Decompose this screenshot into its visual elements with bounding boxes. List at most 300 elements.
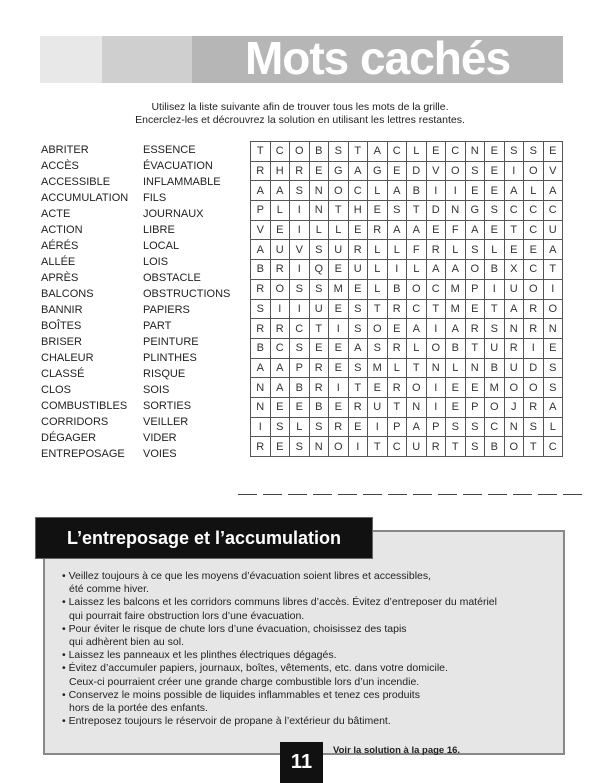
grid-cell: L — [270, 201, 290, 221]
grid-cell: U — [504, 358, 524, 378]
grid-cell: E — [270, 397, 290, 417]
grid-cell: C — [543, 437, 563, 457]
grid-cell: E — [543, 142, 563, 162]
word-list-item: CLASSÉ — [41, 368, 85, 380]
solution-blank — [513, 488, 532, 495]
grid-cell: T — [446, 437, 466, 457]
grid-row — [251, 260, 563, 280]
grid-cell: O — [270, 279, 290, 299]
grid-cell: H — [348, 201, 368, 221]
grid-cell: P — [251, 201, 271, 221]
instructions-line: Encerclez-les et décrouvrez la solution en utilisant les lettres restantes. — [135, 114, 465, 126]
grid-row — [251, 319, 563, 339]
page-title: Mots cachés — [244, 32, 511, 84]
grid-cell: I — [270, 299, 290, 319]
grid-cell: N — [504, 319, 524, 339]
word-list-item: LOIS — [143, 256, 169, 268]
grid-cell: L — [407, 338, 427, 358]
grid-cell: C — [387, 142, 407, 162]
grid-cell: S — [251, 299, 271, 319]
grid-cell: L — [290, 417, 310, 437]
grid-cell: L — [368, 260, 388, 280]
grid-cell: L — [446, 240, 466, 260]
word-list-item: PART — [143, 320, 172, 332]
grid-cell: N — [543, 319, 563, 339]
grid-cell: O — [329, 181, 349, 201]
grid-cell: A — [387, 181, 407, 201]
grid-cell: E — [368, 201, 388, 221]
grid-cell: S — [485, 201, 505, 221]
grid-cell: P — [465, 397, 485, 417]
grid-cell: B — [446, 338, 466, 358]
grid-cell: R — [329, 417, 349, 437]
solution-blank — [313, 488, 332, 495]
grid-cell: R — [465, 319, 485, 339]
grid-cell: E — [504, 240, 524, 260]
grid-cell: B — [407, 181, 427, 201]
grid-cell: O — [426, 338, 446, 358]
grid-cell: N — [251, 397, 271, 417]
grid-cell: S — [485, 319, 505, 339]
grid-cell: N — [446, 201, 466, 221]
grid-cell: A — [348, 161, 368, 181]
grid-cell: I — [426, 181, 446, 201]
grid-cell: C — [524, 220, 544, 240]
grid-row — [251, 279, 563, 299]
bullet-line: qui pourrait faire obstruction lors d’une évacuation. — [69, 609, 305, 622]
grid-cell: C — [270, 142, 290, 162]
grid-cell: E — [485, 220, 505, 240]
word-list-item: OBSTRUCTIONS — [143, 288, 231, 300]
bullet-line: hors de la portée des enfants. — [69, 702, 208, 715]
grid-cell: S — [465, 417, 485, 437]
solution-blank — [338, 488, 357, 495]
grid-cell: A — [270, 378, 290, 398]
grid-cell: T — [407, 358, 427, 378]
grid-cell: C — [524, 260, 544, 280]
solution-blank — [563, 488, 582, 495]
grid-cell: E — [426, 220, 446, 240]
grid-cell: L — [368, 240, 388, 260]
grid-row — [251, 299, 563, 319]
grid-cell: N — [504, 417, 524, 437]
grid-cell: A — [270, 181, 290, 201]
bullet-item — [62, 689, 552, 715]
solution-blank — [438, 488, 457, 495]
grid-cell: V — [290, 240, 310, 260]
word-list-item: ÉVACUATION — [143, 160, 213, 172]
grid-cell: I — [504, 161, 524, 181]
bullet-line: • Veillez toujours à ce que les moyens d’évacuation soient libres et accessibles, — [62, 570, 432, 582]
grid-cell: I — [290, 299, 310, 319]
word-list-item: BANNIR — [41, 304, 83, 316]
bullet-item — [62, 596, 552, 622]
grid-cell: R — [348, 397, 368, 417]
word-list-item: VEILLER — [143, 416, 189, 428]
grid-cell: L — [485, 240, 505, 260]
word-list-item: VIDER — [143, 432, 177, 444]
grid-cell: N — [309, 201, 329, 221]
grid-cell: R — [309, 378, 329, 398]
grid-cell: S — [348, 299, 368, 319]
grid-cell: O — [524, 378, 544, 398]
grid-cell: D — [524, 358, 544, 378]
grid-cell: R — [348, 240, 368, 260]
grid-cell: E — [290, 397, 310, 417]
grid-cell: M — [329, 279, 349, 299]
grid-cell: G — [329, 161, 349, 181]
bullet-line: été comme hiver. — [69, 583, 149, 596]
bullet-item — [62, 623, 552, 649]
grid-cell: E — [329, 338, 349, 358]
bullet-line: • Évitez d’accumuler papiers, journaux, boîtes, vêtements, etc. dans votre domicile. — [62, 662, 448, 675]
grid-cell: T — [485, 299, 505, 319]
header-band-light — [40, 36, 102, 83]
grid-cell: M — [446, 279, 466, 299]
grid-cell: L — [309, 220, 329, 240]
grid-cell: L — [329, 220, 349, 240]
grid-cell: I — [368, 417, 388, 437]
grid-cell: S — [465, 437, 485, 457]
grid-cell: L — [524, 181, 544, 201]
word-list-item: BOÎTES — [41, 320, 82, 332]
grid-cell: B — [485, 437, 505, 457]
grid-cell: E — [465, 299, 485, 319]
grid-cell: E — [270, 437, 290, 457]
word-list-item: DÉGAGER — [41, 432, 97, 444]
grid-cell: S — [309, 279, 329, 299]
grid-cell: E — [329, 358, 349, 378]
info-box-title: L’entreposage et l’accumulation — [35, 517, 373, 559]
word-list-item: ACCÈS — [41, 160, 79, 172]
grid-cell: C — [407, 299, 427, 319]
grid-cell: I — [290, 260, 310, 280]
instructions-line: Utilisez la liste suivante afin de trouver tous les mots de la grille. — [151, 101, 449, 113]
bullet-line: • Conservez le moins possible de liquides inflammables et tenez ces produits — [62, 688, 420, 701]
solution-blank — [363, 488, 382, 495]
header-band-mid — [102, 36, 192, 83]
grid-cell: S — [329, 142, 349, 162]
word-list-item: ACCESSIBLE — [41, 176, 111, 188]
grid-cell: O — [543, 299, 563, 319]
grid-cell: S — [270, 417, 290, 437]
grid-cell: B — [309, 397, 329, 417]
grid-cell: R — [387, 378, 407, 398]
grid-cell: J — [504, 397, 524, 417]
grid-cell: L — [407, 260, 427, 280]
bullet-line: • Laissez les balcons et les corridors communs libres d’accès. Évitez d’entreposer du matériel — [62, 596, 497, 609]
grid-cell: S — [348, 319, 368, 339]
grid-row — [251, 220, 563, 240]
grid-cell: L — [368, 279, 388, 299]
grid-cell: U — [368, 397, 388, 417]
grid-cell: S — [465, 161, 485, 181]
word-list-item: BRISER — [41, 336, 82, 348]
word-list-column-2 — [143, 142, 230, 462]
grid-cell: O — [329, 437, 349, 457]
grid-cell: S — [309, 417, 329, 437]
grid-cell: E — [270, 220, 290, 240]
grid-cell: T — [543, 260, 563, 280]
grid-cell: R — [387, 299, 407, 319]
word-list-item: ACTE — [41, 208, 71, 220]
grid-cell: T — [368, 437, 388, 457]
word-list-item: BALCONS — [41, 288, 94, 300]
grid-cell: A — [251, 358, 271, 378]
word-list-item: VOIES — [143, 448, 177, 460]
word-list-item: SOIS — [143, 384, 170, 396]
word-list-item: APRÈS — [41, 272, 79, 284]
grid-cell: I — [290, 220, 310, 240]
solution-blank — [413, 488, 432, 495]
grid-cell: O — [485, 397, 505, 417]
grid-cell: I — [329, 319, 349, 339]
solution-note: Voir la solution à la page 16. — [333, 745, 461, 756]
grid-cell: F — [407, 240, 427, 260]
grid-cell: E — [387, 161, 407, 181]
grid-cell: E — [329, 299, 349, 319]
grid-cell: E — [446, 397, 466, 417]
grid-cell: B — [251, 260, 271, 280]
grid-cell: S — [290, 279, 310, 299]
grid-cell: V — [543, 161, 563, 181]
word-list-item: ABRITER — [41, 144, 89, 156]
grid-row — [251, 397, 563, 417]
grid-cell: I — [329, 378, 349, 398]
grid-cell: S — [348, 358, 368, 378]
grid-cell: E — [485, 181, 505, 201]
grid-cell: R — [270, 319, 290, 339]
grid-cell: T — [368, 299, 388, 319]
grid-cell: R — [524, 299, 544, 319]
grid-cell: C — [504, 201, 524, 221]
grid-cell: N — [309, 437, 329, 457]
grid-cell: A — [543, 181, 563, 201]
grid-cell: I — [524, 338, 544, 358]
solution-blank — [488, 488, 507, 495]
grid-cell: I — [387, 260, 407, 280]
solution-blank — [263, 488, 282, 495]
word-list-item: ESSENCE — [143, 144, 196, 156]
grid-cell: S — [387, 201, 407, 221]
grid-cell: O — [504, 437, 524, 457]
grid-cell: E — [465, 181, 485, 201]
word-list-item: OBSTACLE — [143, 272, 201, 284]
grid-cell: S — [465, 240, 485, 260]
grid-cell: B — [485, 260, 505, 280]
grid-cell: I — [485, 279, 505, 299]
grid-cell: I — [446, 181, 466, 201]
grid-cell: T — [465, 338, 485, 358]
grid-cell: A — [504, 299, 524, 319]
grid-cell: S — [290, 437, 310, 457]
grid-cell: O — [524, 161, 544, 181]
grid-cell: A — [543, 240, 563, 260]
grid-row — [251, 417, 563, 437]
grid-row — [251, 378, 563, 398]
grid-cell: A — [426, 260, 446, 280]
grid-cell: U — [504, 279, 524, 299]
grid-cell: N — [465, 358, 485, 378]
grid-cell: T — [348, 378, 368, 398]
grid-cell: R — [251, 319, 271, 339]
grid-cell: L — [368, 181, 388, 201]
grid-cell: B — [251, 338, 271, 358]
grid-cell: I — [426, 319, 446, 339]
grid-cell: S — [290, 181, 310, 201]
bullet-line: qui adhèrent bien au sol. — [69, 636, 185, 649]
grid-cell: R — [290, 161, 310, 181]
grid-row — [251, 181, 563, 201]
word-list-item: PEINTURE — [143, 336, 199, 348]
grid-cell: C — [524, 201, 544, 221]
grid-cell: S — [368, 338, 388, 358]
bullet-item — [62, 570, 552, 596]
word-list-item: FILS — [143, 192, 167, 204]
grid-cell: N — [465, 142, 485, 162]
grid-cell: T — [426, 299, 446, 319]
grid-cell: I — [290, 201, 310, 221]
grid-cell: E — [368, 378, 388, 398]
grid-cell: R — [524, 397, 544, 417]
grid-row — [251, 338, 563, 358]
grid-cell: P — [426, 417, 446, 437]
grid-cell: R — [387, 338, 407, 358]
grid-cell: L — [387, 358, 407, 378]
grid-cell: S — [446, 417, 466, 437]
grid-cell: N — [251, 378, 271, 398]
grid-cell: I — [348, 437, 368, 457]
grid-cell: I — [251, 417, 271, 437]
info-bullets — [62, 570, 552, 728]
word-list-item: LIBRE — [143, 224, 175, 236]
grid-cell: U — [485, 338, 505, 358]
grid-cell: E — [329, 260, 349, 280]
grid-cell: R — [426, 240, 446, 260]
grid-cell: A — [251, 240, 271, 260]
grid-cell: T — [407, 201, 427, 221]
grid-cell: C — [290, 319, 310, 339]
solution-blank — [388, 488, 407, 495]
grid-cell: O — [368, 319, 388, 339]
grid-cell: A — [465, 220, 485, 240]
grid-cell: F — [446, 220, 466, 240]
grid-cell: I — [426, 378, 446, 398]
grid-cell: O — [446, 161, 466, 181]
word-list-item: PAPIERS — [143, 304, 190, 316]
grid-cell: U — [348, 260, 368, 280]
grid-cell: C — [348, 181, 368, 201]
grid-cell: T — [524, 437, 544, 457]
grid-cell: O — [290, 142, 310, 162]
grid-cell: T — [329, 201, 349, 221]
grid-cell: A — [446, 319, 466, 339]
grid-cell: A — [270, 358, 290, 378]
grid-cell: C — [543, 201, 563, 221]
grid-cell: U — [407, 437, 427, 457]
grid-cell: E — [465, 378, 485, 398]
grid-cell: R — [504, 338, 524, 358]
grid-cell: S — [504, 142, 524, 162]
grid-cell: A — [407, 417, 427, 437]
instructions — [100, 101, 500, 127]
grid-cell: B — [485, 358, 505, 378]
grid-cell: L — [543, 417, 563, 437]
page-number: 11 — [280, 742, 323, 783]
grid-cell: R — [251, 161, 271, 181]
grid-cell: O — [407, 378, 427, 398]
grid-cell: N — [426, 358, 446, 378]
grid-cell: R — [426, 437, 446, 457]
grid-cell: R — [251, 279, 271, 299]
word-list-item: ACTION — [41, 224, 83, 236]
grid-cell: A — [504, 181, 524, 201]
grid-cell: R — [251, 437, 271, 457]
word-list-item: CLOS — [41, 384, 71, 396]
grid-cell: S — [524, 142, 544, 162]
grid-cell: C — [485, 417, 505, 437]
grid-cell: E — [524, 240, 544, 260]
grid-cell: C — [446, 142, 466, 162]
grid-cell: C — [426, 279, 446, 299]
grid-cell: M — [485, 378, 505, 398]
grid-cell: L — [387, 240, 407, 260]
grid-cell: B — [309, 142, 329, 162]
word-list-column-1 — [41, 142, 128, 462]
grid-cell: T — [387, 397, 407, 417]
grid-cell: C — [270, 338, 290, 358]
bullet-item — [62, 649, 552, 662]
word-list-item: RISQUE — [143, 368, 186, 380]
bullet-line: • Entreposez toujours le réservoir de propane à l’extérieur du bâtiment. — [62, 715, 391, 728]
grid-cell: L — [446, 358, 466, 378]
grid-cell: V — [251, 220, 271, 240]
grid-cell: T — [348, 142, 368, 162]
grid-cell: E — [309, 161, 329, 181]
word-list-item: ACCUMULATION — [41, 192, 129, 204]
grid-cell: E — [387, 319, 407, 339]
grid-row — [251, 142, 563, 162]
grid-cell: U — [543, 220, 563, 240]
solution-blanks — [238, 488, 582, 495]
grid-cell: A — [348, 338, 368, 358]
grid-cell: I — [426, 397, 446, 417]
grid-cell: O — [407, 279, 427, 299]
grid-cell: A — [407, 319, 427, 339]
grid-cell: E — [446, 378, 466, 398]
grid-cell: E — [485, 142, 505, 162]
grid-cell: T — [251, 142, 271, 162]
grid-cell: E — [485, 161, 505, 181]
bullet-line: Ceux-ci pourraient créer une grande charge combustible lors d’un incendie. — [69, 675, 420, 688]
grid-row — [251, 437, 563, 457]
grid-row — [251, 240, 563, 260]
grid-cell: T — [504, 220, 524, 240]
grid-cell: S — [524, 417, 544, 437]
solution-blank — [288, 488, 307, 495]
grid-cell: R — [309, 358, 329, 378]
word-list-item: INFLAMMABLE — [143, 176, 221, 188]
grid-cell: S — [309, 240, 329, 260]
grid-cell: Q — [309, 260, 329, 280]
grid-cell: E — [348, 279, 368, 299]
word-list-item: COMBUSTIBLES — [41, 400, 128, 412]
word-list-item: LOCAL — [143, 240, 180, 252]
grid-cell: A — [543, 397, 563, 417]
grid-cell: P — [290, 358, 310, 378]
word-list-item: JOURNAUX — [143, 208, 204, 220]
grid-cell: H — [270, 161, 290, 181]
